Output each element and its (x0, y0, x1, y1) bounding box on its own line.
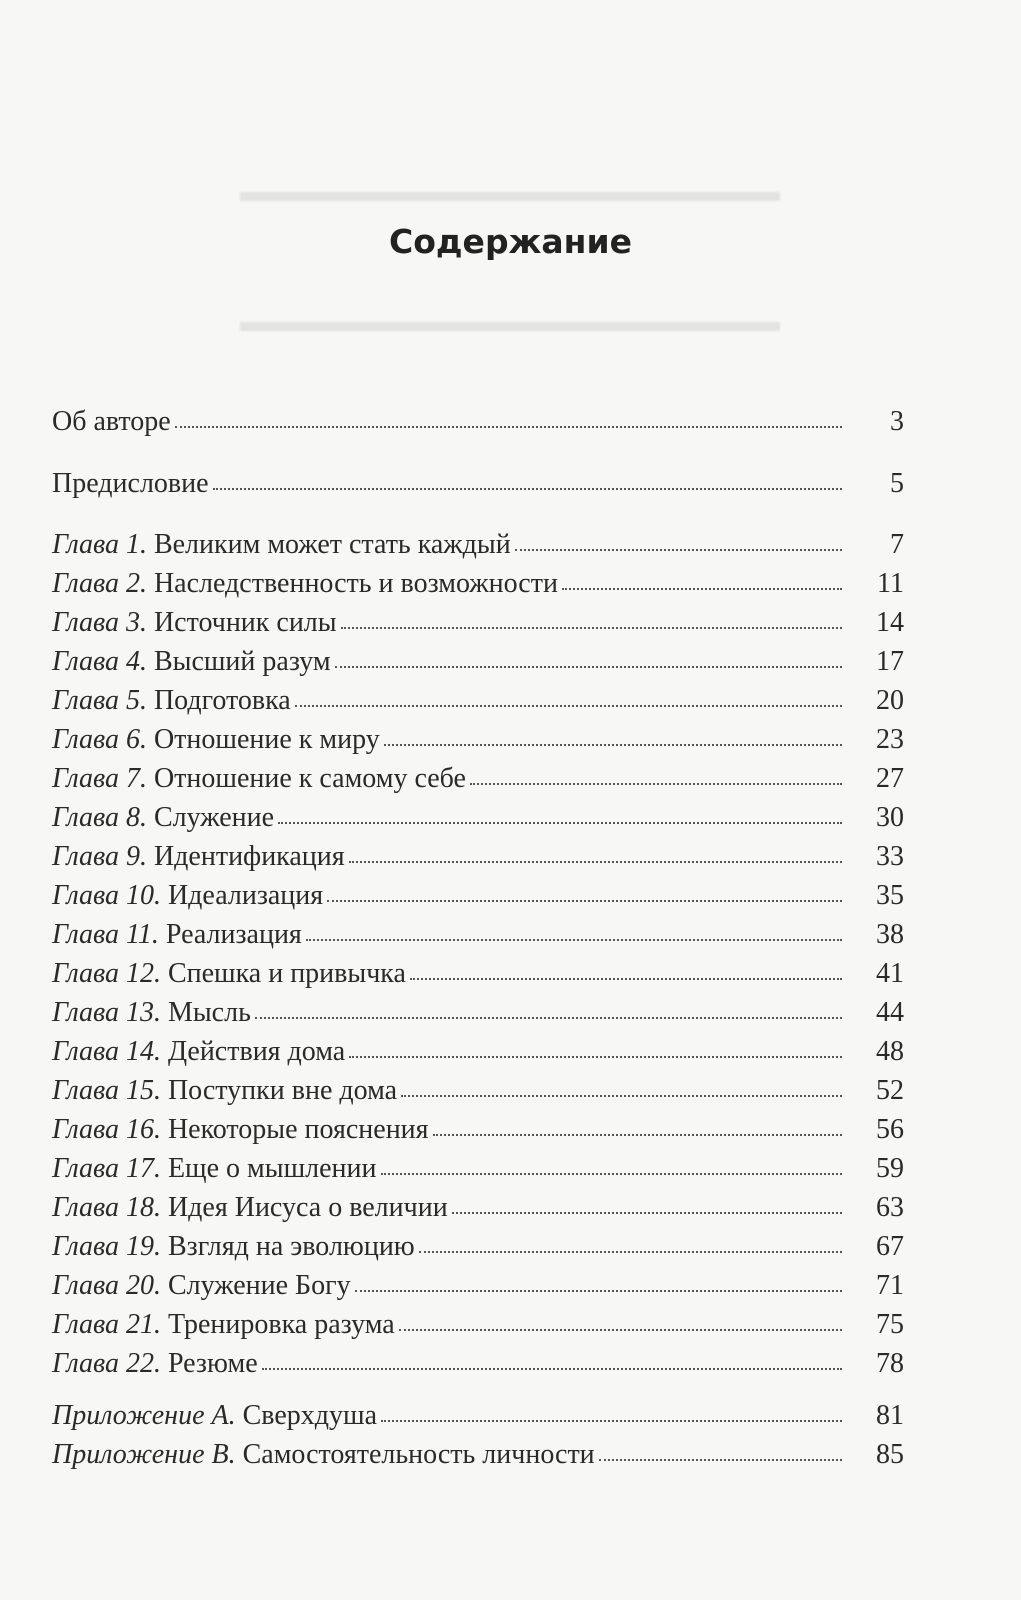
toc-entry-label (52, 1188, 448, 1227)
toc-entry (52, 720, 904, 759)
toc-entry-prefix: Глава 12. (52, 958, 161, 989)
dot-leader (213, 486, 842, 490)
toc-entry-title: Резюме (167, 1348, 258, 1379)
toc-entry-label (52, 759, 466, 798)
dot-leader (255, 1015, 842, 1019)
toc-entry-label (52, 681, 291, 720)
toc-page-number: 56 (876, 1114, 904, 1145)
toc-entry-title: Наследственность и возможности (153, 568, 558, 599)
toc-entry (52, 525, 904, 564)
dot-leader (175, 424, 842, 428)
toc-page-number: 78 (876, 1348, 904, 1379)
toc-page-number: 63 (876, 1192, 904, 1223)
toc-entry-prefix: Приложение В. (52, 1439, 236, 1470)
toc-entry-title: Поступки вне дома (167, 1075, 398, 1106)
toc-entry-label (52, 798, 274, 837)
toc-entry-title: Идея Иисуса о величии (167, 1192, 448, 1223)
toc-entry-label (52, 1266, 351, 1305)
toc-entry-label (52, 993, 251, 1032)
toc-front-section (52, 402, 904, 503)
toc-entry-prefix: Глава 11. (52, 919, 159, 950)
toc-page-number: 33 (876, 841, 904, 872)
toc-entry-title: Служение Богу (167, 1270, 351, 1301)
toc-page-number: 71 (876, 1270, 904, 1301)
toc-page-number: 20 (876, 685, 904, 716)
toc-entry-label (52, 837, 345, 876)
toc-page-number: 7 (890, 529, 904, 560)
bleed-through-decoration: ▬▬▬▬▬▬▬▬▬▬▬▬▬▬▬▬▬▬ (240, 175, 780, 208)
toc-entry-prefix: Глава 10. (52, 880, 161, 911)
toc-entry-prefix: Глава 3. (52, 607, 147, 638)
dot-leader (349, 859, 842, 863)
toc-entry-label (52, 720, 380, 759)
toc-page-number: 48 (876, 1036, 904, 1067)
toc-entry (52, 402, 904, 441)
toc-page-number: 85 (876, 1439, 904, 1470)
dot-leader (410, 976, 842, 980)
dot-leader (335, 664, 842, 668)
toc-entry-label (52, 915, 302, 954)
toc-entry-title: Взгляд на эволюцию (167, 1231, 415, 1262)
dot-leader (384, 742, 842, 746)
dot-leader (327, 898, 842, 902)
toc-entry-prefix: Глава 16. (52, 1114, 161, 1145)
toc-entry-title: Мысль (167, 997, 251, 1028)
toc-chapters-section (52, 525, 904, 1383)
toc-entry-prefix: Глава 1. (52, 529, 147, 560)
toc-page-number: 35 (876, 880, 904, 911)
dot-leader (381, 1171, 843, 1175)
toc-entry-title: Идентификация (153, 841, 345, 872)
toc-entry-title: Предисловие (52, 468, 209, 499)
toc-entry-prefix: Глава 5. (52, 685, 147, 716)
dot-leader (401, 1093, 842, 1097)
toc-page-number: 30 (876, 802, 904, 833)
toc-page-number: 14 (876, 607, 904, 638)
toc-page-number: 52 (876, 1075, 904, 1106)
toc-entry-label (52, 954, 406, 993)
toc-entry-title: Еще о мышлении (167, 1153, 377, 1184)
toc-entry-title: Сверхдуша (242, 1400, 378, 1431)
dot-leader (562, 586, 842, 590)
toc-entry (52, 564, 904, 603)
toc-entry-title: Источник силы (153, 607, 337, 638)
dot-leader (515, 547, 842, 551)
toc-page-number: 11 (877, 568, 904, 599)
toc-page-number: 67 (876, 1231, 904, 1262)
dot-leader (355, 1288, 842, 1292)
toc-entry-label (52, 564, 558, 603)
toc-entry-label (52, 1227, 415, 1266)
toc-entry-label (52, 642, 331, 681)
dot-leader (381, 1418, 842, 1422)
toc-page-number: 3 (890, 406, 904, 437)
toc-page-number: 44 (876, 997, 904, 1028)
toc-entry-title: Великим может стать каждый (153, 529, 511, 560)
toc-entry-prefix: Глава 9. (52, 841, 147, 872)
toc-entry-label (52, 1149, 377, 1188)
toc-entry-label (52, 525, 511, 564)
toc-entry (52, 993, 904, 1032)
toc-entry-label (52, 1344, 258, 1383)
toc-page-number: 59 (876, 1153, 904, 1184)
dot-leader (278, 820, 842, 824)
toc-entry-title: Действия дома (167, 1036, 346, 1067)
toc-entry-title: Об авторе (52, 406, 171, 437)
toc-entry-title: Отношение к миру (153, 724, 380, 755)
toc-entry (52, 837, 904, 876)
dot-leader (341, 625, 842, 629)
toc-entry (52, 1266, 904, 1305)
toc-entry-title: Служение (153, 802, 275, 833)
toc-entry-prefix: Глава 18. (52, 1192, 161, 1223)
toc-entry-prefix: Приложение А. (52, 1400, 236, 1431)
toc-entry-prefix: Глава 19. (52, 1231, 161, 1262)
toc-page-number: 23 (876, 724, 904, 755)
toc-entry-label (52, 603, 337, 642)
toc-entry-label (52, 1396, 377, 1435)
toc-appendices-section (52, 1396, 904, 1474)
dot-leader (452, 1210, 842, 1214)
page-title: Содержание (389, 222, 632, 261)
toc-page-number: 17 (876, 646, 904, 677)
dot-leader (599, 1457, 842, 1461)
toc-entry-prefix: Глава 8. (52, 802, 147, 833)
toc-entry (52, 1305, 904, 1344)
toc-entry (52, 1435, 904, 1474)
toc-entry-title: Некоторые пояснения (167, 1114, 429, 1145)
dot-leader (470, 781, 842, 785)
toc-entry (52, 1149, 904, 1188)
toc-entry-label (52, 1110, 429, 1149)
toc-entry-prefix: Глава 17. (52, 1153, 161, 1184)
toc-entry-title: Отношение к самому себе (153, 763, 466, 794)
toc-entry-label (52, 402, 171, 441)
dot-leader (306, 937, 842, 941)
toc-entry-title: Самостоятельность личности (242, 1439, 595, 1470)
dot-leader (295, 703, 842, 707)
toc-entry-prefix: Глава 6. (52, 724, 147, 755)
toc-entry (52, 798, 904, 837)
toc-entry (52, 1071, 904, 1110)
toc-entry (52, 1032, 904, 1071)
toc-entry (52, 1227, 904, 1266)
toc-page-number: 75 (876, 1309, 904, 1340)
bleed-through-decoration: ▬▬▬▬▬▬▬▬▬▬▬▬▬▬▬▬▬▬ (240, 305, 780, 338)
toc-entry-prefix: Глава 22. (52, 1348, 161, 1379)
toc-entry (52, 681, 904, 720)
toc-entry (52, 1188, 904, 1227)
toc-entry-prefix: Глава 13. (52, 997, 161, 1028)
toc-entry (52, 464, 904, 503)
toc-entry-label (52, 1435, 595, 1474)
toc-entry-prefix: Глава 21. (52, 1309, 161, 1340)
dot-leader (262, 1366, 842, 1370)
toc-entry-label (52, 1032, 345, 1071)
toc-entry-prefix: Глава 20. (52, 1270, 161, 1301)
toc-entry-label (52, 1071, 397, 1110)
toc-entry-label (52, 464, 209, 503)
toc-entry (52, 1344, 904, 1383)
toc-entry-title: Высший разум (153, 646, 331, 677)
toc-page-number: 27 (876, 763, 904, 794)
toc-entry (52, 1110, 904, 1149)
toc-page-number: 41 (876, 958, 904, 989)
toc-entry-prefix: Глава 4. (52, 646, 147, 677)
dot-leader (419, 1249, 842, 1253)
toc-entry (52, 954, 904, 993)
toc-entry (52, 642, 904, 681)
toc-entry-label (52, 876, 323, 915)
toc-entry (52, 915, 904, 954)
toc-entry (52, 603, 904, 642)
toc-entry-prefix: Глава 15. (52, 1075, 161, 1106)
dot-leader (399, 1327, 842, 1331)
toc-page-number: 5 (890, 468, 904, 499)
toc-entry-prefix: Глава 14. (52, 1036, 161, 1067)
dot-leader (349, 1054, 842, 1058)
toc-entry (52, 1396, 904, 1435)
toc-entry-title: Подготовка (153, 685, 291, 716)
toc-entry (52, 759, 904, 798)
toc-page-number: 81 (876, 1400, 904, 1431)
toc-entry-title: Тренировка разума (167, 1309, 395, 1340)
toc-entry-prefix: Глава 2. (52, 568, 147, 599)
toc-entry-title: Реализация (165, 919, 302, 950)
dot-leader (433, 1132, 842, 1136)
toc-entry-title: Спешка и привычка (167, 958, 406, 989)
toc-entry-title: Идеализация (167, 880, 324, 911)
toc-entry (52, 876, 904, 915)
toc-entry-label (52, 1305, 395, 1344)
toc-page-number: 38 (876, 919, 904, 950)
toc-entry-prefix: Глава 7. (52, 763, 147, 794)
